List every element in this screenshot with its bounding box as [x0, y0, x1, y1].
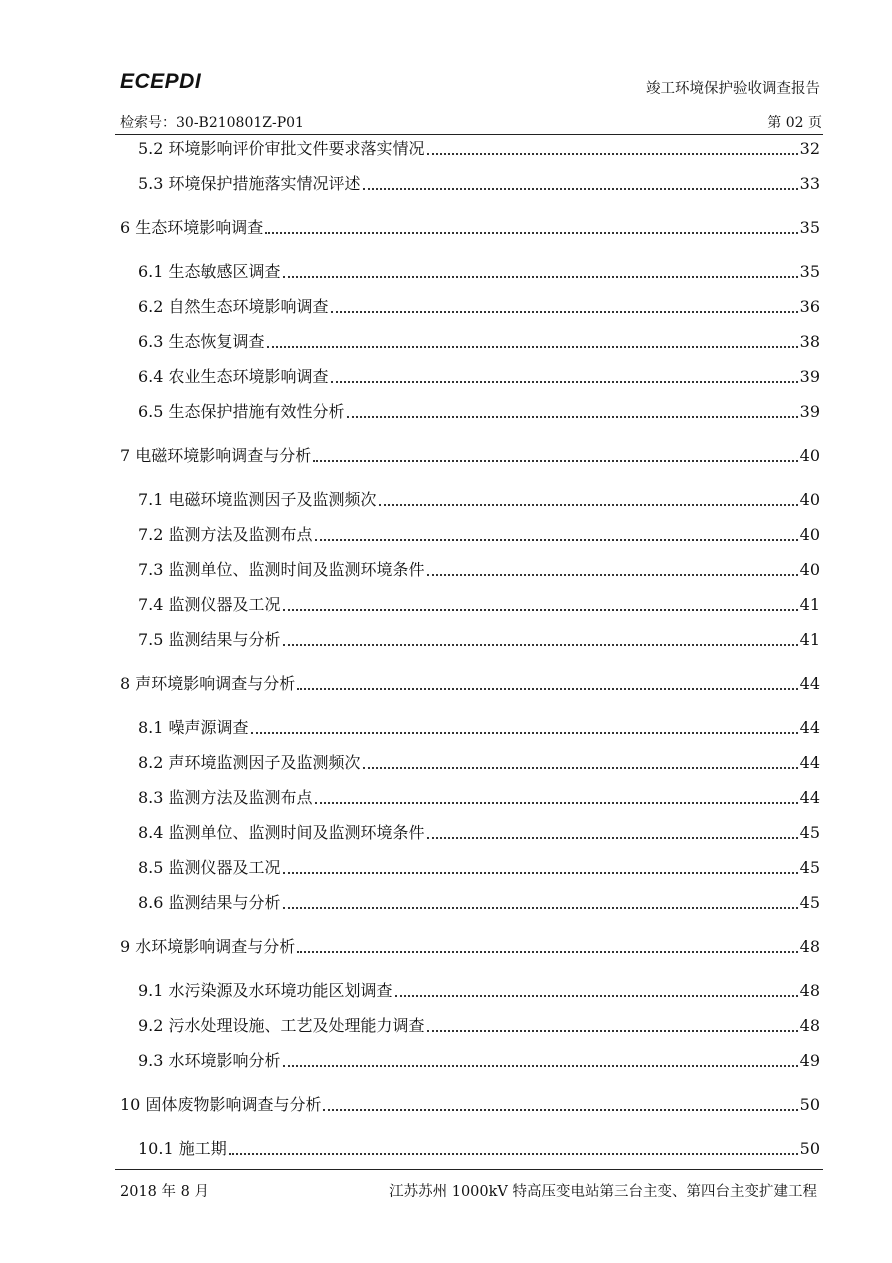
toc-section-entry[interactable]	[138, 784, 820, 808]
toc-entry-label: 8.6 监测结果与分析	[138, 893, 281, 912]
toc-dot-leader	[331, 381, 798, 383]
toc-entry-page: 41	[799, 630, 820, 649]
toc-section-entry[interactable]	[138, 626, 820, 650]
toc-chapter-entry[interactable]	[120, 214, 820, 238]
toc-section-entry[interactable]	[138, 819, 820, 843]
toc-dot-leader	[283, 907, 798, 909]
toc-section-entry[interactable]	[138, 328, 820, 352]
toc-chapter-entry[interactable]	[120, 442, 820, 466]
toc-dot-leader	[251, 732, 798, 734]
toc-dot-leader	[347, 416, 798, 418]
toc-entry-page: 38	[799, 332, 820, 351]
toc-entry-page: 44	[799, 753, 820, 772]
toc-entry-label: 8.3 监测方法及监测布点	[138, 788, 313, 807]
toc-entry-page: 48	[799, 1016, 820, 1035]
toc-dot-leader	[315, 802, 798, 804]
company-logo: ECEPDI	[120, 70, 202, 93]
reference-number: 检索号：30-B210801Z-P01	[120, 115, 304, 131]
toc-entry-label: 6 生态环境影响调查	[120, 218, 264, 237]
toc-section-entry[interactable]	[138, 749, 820, 773]
toc-entry-label: 10 固体废物影响调查与分析	[120, 1095, 322, 1114]
toc-entry-page: 44	[799, 718, 820, 737]
toc-dot-leader	[297, 951, 797, 953]
toc-entry-label: 7.5 监测结果与分析	[138, 630, 281, 649]
toc-entry-page: 45	[799, 893, 820, 912]
toc-entry-page: 35	[799, 218, 820, 237]
toc-entry-label: 6.1 生态敏感区调查	[138, 262, 281, 281]
toc-entry-page: 36	[799, 297, 820, 316]
toc-dot-leader	[427, 1030, 798, 1032]
toc-entry-page: 39	[799, 402, 820, 421]
toc-entry-label: 5.2 环境影响评价审批文件要求落实情况	[138, 139, 425, 158]
toc-entry-page: 41	[799, 595, 820, 614]
toc-section-entry[interactable]	[138, 135, 820, 159]
toc-entry-page: 40	[799, 525, 820, 544]
toc-section-entry[interactable]	[138, 258, 820, 282]
toc-dot-leader	[379, 504, 798, 506]
toc-entry-page: 44	[799, 788, 820, 807]
toc-dot-leader	[395, 995, 798, 997]
toc-entry-page: 48	[799, 981, 820, 1000]
toc-entry-page: 50	[799, 1095, 820, 1114]
toc-entry-label: 8.2 声环境监测因子及监测频次	[138, 753, 361, 772]
toc-section-entry[interactable]	[138, 170, 820, 194]
toc-dot-leader	[267, 346, 798, 348]
footer-date: 2018 年 8 月	[120, 1184, 209, 1200]
report-title: 竣工环境保护验收调查报告	[646, 81, 820, 97]
toc-entry-label: 9.2 污水处理设施、工艺及处理能力调查	[138, 1016, 425, 1035]
toc-dot-leader	[283, 644, 798, 646]
toc-chapter-entry[interactable]	[120, 670, 820, 694]
toc-dot-leader	[323, 1109, 797, 1111]
toc-dot-leader	[297, 688, 797, 690]
toc-entry-label: 5.3 环境保护措施落实情况评述	[138, 174, 361, 193]
toc-dot-leader	[283, 1065, 798, 1067]
toc-entry-page: 39	[799, 367, 820, 386]
page-number: 第 02 页	[767, 115, 822, 131]
toc-entry-page: 33	[799, 174, 820, 193]
toc-dot-leader	[427, 153, 798, 155]
footer-project-name: 江苏苏州 1000kV 特高压变电站第三台主变、第四台主变扩建工程	[389, 1184, 817, 1200]
toc-section-entry[interactable]	[138, 591, 820, 615]
toc-entry-label: 6.2 自然生态环境影响调查	[138, 297, 329, 316]
toc-entry-page: 48	[799, 937, 820, 956]
toc-section-entry[interactable]	[138, 398, 820, 422]
toc-dot-leader	[363, 188, 798, 190]
toc-dot-leader	[265, 232, 797, 234]
toc-section-entry[interactable]	[138, 889, 820, 913]
toc-chapter-entry[interactable]	[120, 933, 820, 957]
toc-entry-page: 40	[799, 446, 820, 465]
toc-section-entry[interactable]	[138, 1047, 820, 1071]
toc-entry-page: 50	[799, 1139, 820, 1158]
toc-section-entry[interactable]	[138, 1135, 820, 1159]
toc-entry-label: 7.3 监测单位、监测时间及监测环境条件	[138, 560, 425, 579]
toc-section-entry[interactable]	[138, 293, 820, 317]
toc-section-entry[interactable]	[138, 1012, 820, 1036]
toc-entry-label: 8.1 噪声源调查	[138, 718, 249, 737]
toc-entry-page: 45	[799, 858, 820, 877]
toc-section-entry[interactable]	[138, 556, 820, 580]
toc-section-entry[interactable]	[138, 854, 820, 878]
toc-section-entry[interactable]	[138, 714, 820, 738]
toc-entry-label: 8.5 监测仪器及工况	[138, 858, 281, 877]
toc-entry-label: 6.5 生态保护措施有效性分析	[138, 402, 345, 421]
toc-entry-label: 7.4 监测仪器及工况	[138, 595, 281, 614]
toc-entry-page: 49	[799, 1051, 820, 1070]
toc-dot-leader	[313, 460, 797, 462]
toc-dot-leader	[427, 837, 798, 839]
toc-entry-label: 8.4 监测单位、监测时间及监测环境条件	[138, 823, 425, 842]
toc-section-entry[interactable]	[138, 977, 820, 1001]
toc-entry-label: 9 水环境影响调查与分析	[120, 937, 296, 956]
toc-dot-leader	[283, 276, 798, 278]
toc-dot-leader	[229, 1153, 798, 1155]
toc-dot-leader	[331, 311, 798, 313]
toc-entry-page: 45	[799, 823, 820, 842]
footer-rule	[115, 1169, 823, 1170]
toc-entry-label: 10.1 施工期	[138, 1139, 227, 1158]
toc-entry-label: 7.2 监测方法及监测布点	[138, 525, 313, 544]
toc-entry-page: 40	[799, 560, 820, 579]
toc-entry-label: 6.4 农业生态环境影响调查	[138, 367, 329, 386]
toc-entry-page: 32	[799, 139, 820, 158]
toc-entry-page: 40	[799, 490, 820, 509]
toc-entry-page: 44	[799, 674, 820, 693]
toc-entry-page: 35	[799, 262, 820, 281]
toc-chapter-entry[interactable]	[120, 1091, 820, 1115]
toc-entry-label: 9.1 水污染源及水环境功能区划调查	[138, 981, 393, 1000]
toc-section-entry[interactable]	[138, 486, 820, 510]
toc-dot-leader	[283, 609, 798, 611]
toc-dot-leader	[363, 767, 798, 769]
toc-dot-leader	[283, 872, 798, 874]
toc-dot-leader	[427, 574, 798, 576]
toc-dot-leader	[315, 539, 798, 541]
toc-entry-label: 7 电磁环境影响调查与分析	[120, 446, 312, 465]
toc-section-entry[interactable]	[138, 363, 820, 387]
toc-section-entry[interactable]	[138, 521, 820, 545]
toc-entry-label: 6.3 生态恢复调查	[138, 332, 265, 351]
toc-entry-label: 7.1 电磁环境监测因子及监测频次	[138, 490, 377, 509]
toc-entry-label: 8 声环境影响调查与分析	[120, 674, 296, 693]
toc-entry-label: 9.3 水环境影响分析	[138, 1051, 281, 1070]
